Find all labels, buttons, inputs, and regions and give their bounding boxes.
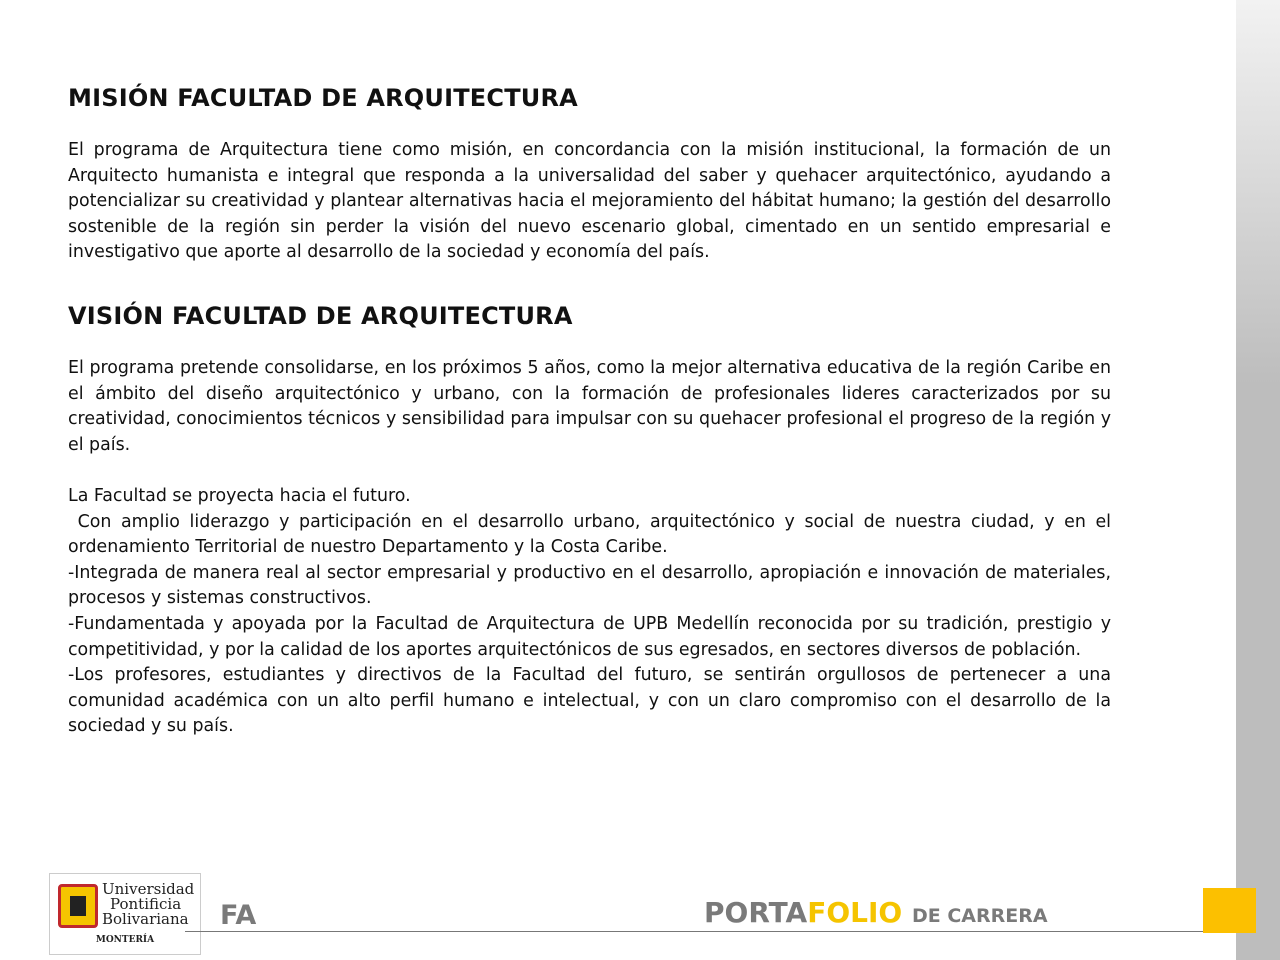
logo-text: Universidad: [102, 880, 195, 898]
university-logo: [49, 873, 201, 955]
side-bar: [1236, 0, 1280, 960]
logo-city: MONTERÍA: [95, 935, 155, 945]
vision-paragraph: -Los profesores, estudiantes y directivos de la Facultad del futuro, se sentirán orgullosos de pertenecer a una comunidad académica con un alto perfil humano e intelectual, y con un claro compromiso con el desarrollo de la sociedad y su país.: [68, 665, 1111, 737]
vision-paragraph: -Integrada de manera real al sector empresarial y productivo en el desarrollo, apropiación e innovación de materiales, procesos y sistemas constructivos.: [68, 562, 1111, 609]
folio-text: FOLIO: [807, 896, 903, 929]
crest-icon: [58, 884, 98, 928]
de-carrera-text: DE CARRERA: [911, 905, 1048, 927]
vision-paragraph: La Facultad se proyecta hacia el futuro.: [68, 485, 411, 506]
faculty-abbrev: FA: [220, 900, 257, 931]
portafolio-title: [704, 896, 1048, 929]
accent-square: [1203, 888, 1256, 933]
porta-text: PORTA: [704, 896, 808, 929]
vision-paragraph: -Fundamentada y apoyada por la Facultad de Arquitectura de UPB Medellín reconocida por su tradición, prestigio y competitividad, y por la calidad de los aportes arquitectónicos de sus egresados, en sectores diversos de población.: [68, 613, 1111, 660]
vision-body: El programa pretende consolidarse, en los próximos 5 años, como la mejor alternativa educativa de la región Caribe en el ámbito del diseño arquitectónico y urbano, con la formación de profesionales lideres caracterizados por su creatividad, conocimientos técnicos y sensibilidad para impulsar con su quehacer profesional el progreso de la región y el país.: [68, 357, 1111, 455]
footer-divider: [185, 931, 1205, 932]
logo-text: Pontificia: [110, 895, 182, 913]
vision-paragraph: Con amplio liderazgo y participación en el desarrollo urbano, arquitectónico y social de nuestra ciudad, y en el ordenamiento Territorial de nuestro Departamento y la Costa Caribe.: [68, 511, 1111, 558]
mision-title: MISIÓN FACULTAD DE ARQUITECTURA: [68, 84, 578, 112]
vision-title: VISIÓN FACULTAD DE ARQUITECTURA: [68, 301, 573, 330]
content: [68, 84, 1111, 740]
logo-text: Bolivariana: [102, 910, 189, 928]
mision-body: El programa de Arquitectura tiene como misión, en concordancia con la misión institucional, la formación de un Arquitecto humanista e integral que responda a la universalidad del saber y quehacer arquitectónico, ayudando a potencializar su creatividad y plantear alternativas hacia el mejoramiento del hábitat humano; la gestión del desarrollo sostenible de la región sin perder la visión del nuevo escenario global, cimentado en un sentido empresarial e investigativo que aporte al desarrollo de la sociedad y economía del país.: [68, 140, 1111, 263]
